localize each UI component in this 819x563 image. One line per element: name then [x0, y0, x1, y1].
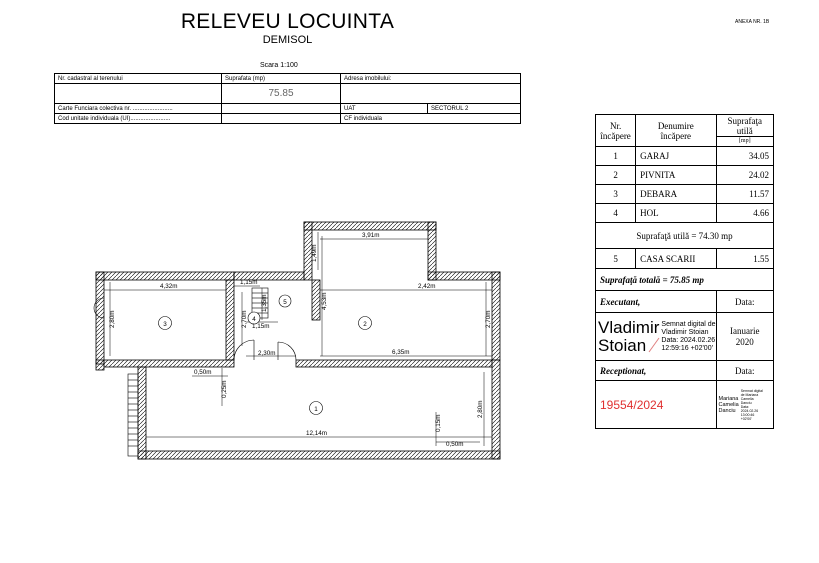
annex-label: ANEXA NR. 1B [735, 19, 770, 25]
receptionat-date-label: Data: [716, 361, 774, 381]
header-area: Suprafaţa utilă [mp] [716, 115, 774, 147]
dim-label: 1,15m [240, 279, 258, 286]
dim-label: 6,35m [392, 349, 410, 356]
dim-label: 0,15m [435, 414, 442, 432]
dim-label: 0,50m [194, 369, 212, 376]
dim-label: 1,35m [261, 294, 268, 312]
executant-name-2: Stoian [598, 335, 647, 355]
room-number-4: 4 [252, 316, 256, 323]
scale-label: Scara 1:100 [260, 62, 298, 69]
dim-label: 3,91m [362, 232, 380, 239]
cod-unitate-label: Cod unitate individuala (UI)........................ [55, 114, 222, 124]
uat-label: UAT [341, 104, 428, 114]
adresa-label: Adresa imobilului: [341, 74, 521, 84]
header-nr: Nr. încăpere [596, 115, 636, 147]
carte-funciara-label: Carte Funciara colectiva nr. ........................ [55, 104, 222, 114]
table-row: 4 HOL 4.66 [596, 204, 774, 223]
registration-cell [596, 381, 717, 429]
dim-label: 4,53m [321, 292, 328, 310]
dim-label: 0,50m [446, 441, 464, 448]
table-row: 1 GARAJ 34.05 [596, 147, 774, 166]
executant-label: Executant, [596, 291, 717, 313]
dim-label: 1,15m [252, 323, 270, 330]
table-row: 2 PIVNITA 24.02 [596, 166, 774, 185]
table-row: 3 DEBARA 11.57 [596, 185, 774, 204]
dim-label: 2,42m [418, 283, 436, 290]
cf-individuala-label: CF individuala [341, 114, 521, 124]
executant-signature: Vladimir Stoian Semnat digital de Vladimir Stoian Data: 2024.02.26 12:59:16 +02'00' [596, 313, 717, 361]
grand-total: Suprafaţă totală = 75.85 mp [596, 269, 774, 291]
executant-date: Ianuarie 2020 [716, 313, 774, 361]
executant-date-label: Data: [716, 291, 774, 313]
room-number-1: 1 [314, 406, 318, 413]
dim-label: 1,49m [311, 244, 318, 262]
dim-label: 2,70m [241, 310, 248, 328]
room-number-3: 3 [163, 321, 167, 328]
page-subtitle: DEMISOL [262, 34, 313, 46]
registration-number: 19554/2024 [600, 397, 664, 412]
suprafata-label: Suprafata (mp) [222, 74, 341, 84]
dim-label: 2,70m [485, 310, 492, 328]
room-number-5: 5 [283, 299, 287, 306]
rooms-table [595, 114, 774, 429]
dim-label: 2,80m [477, 400, 484, 418]
table-row: 5 CASA SCARII 1.55 [596, 249, 774, 269]
useful-area-total: Suprafaţă utilă = 74.30 mp [596, 223, 774, 249]
sector-label: SECTORUL 2 [428, 104, 521, 114]
dim-label: 0,25m [221, 380, 228, 398]
nr-cadastral-label: Nr. cadastral al terenului [55, 74, 222, 84]
receptionat-label: Receptionat, [596, 361, 717, 381]
dim-label: 2,30m [258, 350, 276, 357]
header-name: Denumire încăpere [636, 115, 716, 147]
receptionat-signature: Mariana Camelia Danciu Semnat digital de Mariana Camelia Danciu Data: 2024.02.26 13:00:46 +02'00' [716, 381, 774, 429]
dim-label: 2,80m [109, 310, 116, 328]
suprafata-value: 75.85 [222, 84, 341, 104]
signature-stroke [648, 337, 660, 353]
external-steps [128, 374, 138, 456]
dim-label: 4,32m [160, 283, 178, 290]
dim-label: 12,14m [306, 430, 328, 437]
page-title: RELEVEU LOCUINTA [180, 10, 395, 33]
room-number-2: 2 [363, 321, 367, 328]
executant-name-1: Vladimir [598, 317, 660, 337]
